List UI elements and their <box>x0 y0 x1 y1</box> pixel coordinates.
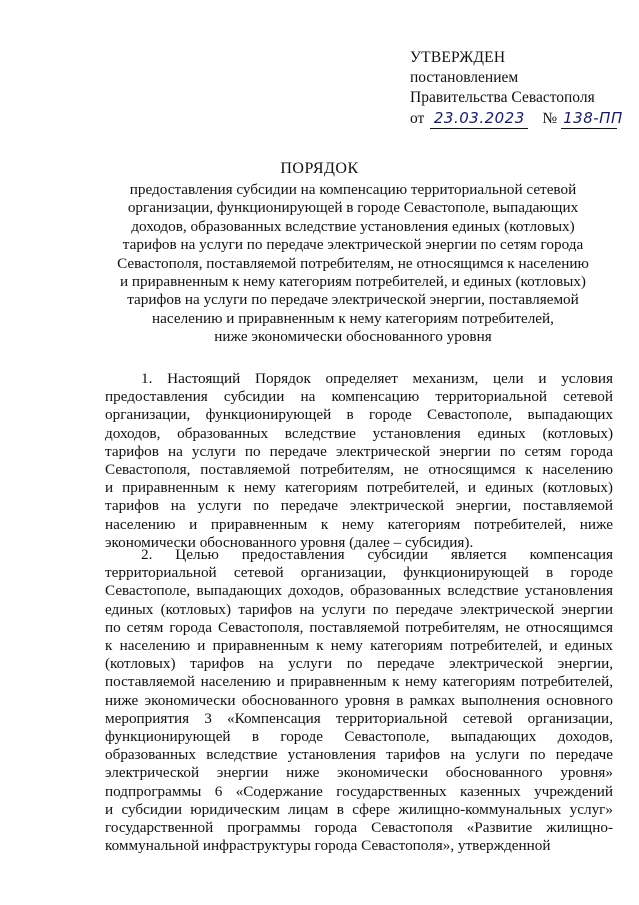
paragraph-line: функционирующей в городе Севастополе, выпадающих доходов, <box>105 728 613 746</box>
number-prefix: № <box>542 110 558 127</box>
subtitle-line: ниже экономически обоснованного уровня <box>214 328 492 346</box>
paragraph-line: 2. Целью предоставления субсидии является компенсация <box>141 546 613 563</box>
paragraph-line: экономически обоснованного уровня (далее – субсидия). <box>105 533 474 551</box>
paragraph-line: и приравненным к нему категориям потребителей, и единых (котловых) <box>105 479 613 497</box>
approval-stamp <box>410 48 630 129</box>
subtitle-line: Севастополя, поставляемой потребителям, не относящимся к населению <box>117 254 589 272</box>
paragraph-line: подпрограммы 6 «Содержание государственных казенных учреждений <box>105 782 613 800</box>
paragraph-line: территориальной сетевой организации, функционирующей в городе <box>105 564 613 582</box>
paragraph-1 <box>105 370 613 552</box>
paragraph-line: образованных вследствие установления тарифов на услуги по передаче <box>105 746 613 764</box>
paragraph-line: организации, функционирующей в городе Севастополе, выпадающих <box>105 406 613 424</box>
document-subtitle <box>105 181 601 347</box>
paragraph-line: по сетям города Севастополя, поставляемой потребителям, не относящимся <box>105 618 613 636</box>
approval-date-number <box>410 108 630 129</box>
paragraph-line: (котловых) тарифов на услуги по передаче электрической энергии, <box>105 655 613 673</box>
approval-line-2: Правительства Севастополя <box>410 89 595 106</box>
date-prefix: от <box>410 110 425 127</box>
subtitle-line: тарифов на услуги по передаче электрической энергии по сетям города <box>122 236 584 254</box>
paragraph-line: государственной программы города Севастополя «Развитие жилищно- <box>105 819 613 837</box>
paragraph-line: предоставления субсидии на компенсацию территориальной сетевой <box>105 388 613 406</box>
paragraph-line: ниже экономически обоснованного уровня в рамках выполнения основного <box>105 691 613 709</box>
paragraph-line: к населению и приравненным к нему категориям потребителей, и единых <box>105 637 613 655</box>
paragraph-line: населению и приравненным к нему категориям потребителей, ниже <box>105 515 613 533</box>
paragraph-line: Севастополе, выпадающих доходов, образованных вследствие установления <box>105 582 613 600</box>
paragraph-line: мероприятия 3 «Компенсация территориальной сетевой организации, <box>105 709 613 727</box>
approval-heading: УТВЕРЖДЕН <box>410 49 506 66</box>
subtitle-line: населению и приравненным к нему категориям потребителей, <box>152 309 554 327</box>
paragraph-line: и субсидии юридическим лицам в сфере жилищно-коммунальных услуг» <box>105 800 613 818</box>
approval-line-1: постановлением <box>410 69 519 86</box>
paragraph-2 <box>105 546 613 855</box>
paragraph-line: тарифов на услуги по передаче электрической энергии, поставляемой <box>105 497 613 515</box>
paragraph-line: Севастополя, поставляемой потребителям, не относящимся к населению <box>105 461 613 479</box>
subtitle-line: доходов, образованных вследствие установления единых (котловых) <box>131 217 575 235</box>
paragraph-line: доходов, образованных вследствие установления единых (котловых) <box>105 424 613 442</box>
paragraph-line: коммунальной инфраструктуры города Севастополя», утвержденной <box>105 837 551 855</box>
paragraph-line: поставляемой населению и приравненным к нему категориям потребителей, <box>105 673 613 691</box>
subtitle-line: предоставления субсидии на компенсацию территориальной сетевой <box>129 181 577 198</box>
paragraph-line: тарифов на услуги по передаче электрической энергии по сетям города <box>105 442 613 460</box>
paragraph-line: 1. Настоящий Порядок определяет механизм, цели и условия <box>141 370 613 387</box>
handwritten-date: 23.03.2023 <box>430 108 528 129</box>
paragraph-line: электрической энергии ниже экономически обоснованного уровня» <box>105 764 613 782</box>
handwritten-number: 138-ПП <box>563 109 623 127</box>
subtitle-line: тарифов на услуги по передаче электрической энергии, поставляемой <box>127 291 579 309</box>
document-title: ПОРЯДОК <box>280 160 359 177</box>
subtitle-line: организации, функционирующей в городе Севастополе, выпадающих <box>127 199 579 217</box>
subtitle-line: и приравненным к нему категориям потребителей, и единых (котловых) <box>119 273 586 291</box>
paragraph-line: единых (котловых) тарифов на услуги по передаче электрической энергии <box>105 600 613 618</box>
